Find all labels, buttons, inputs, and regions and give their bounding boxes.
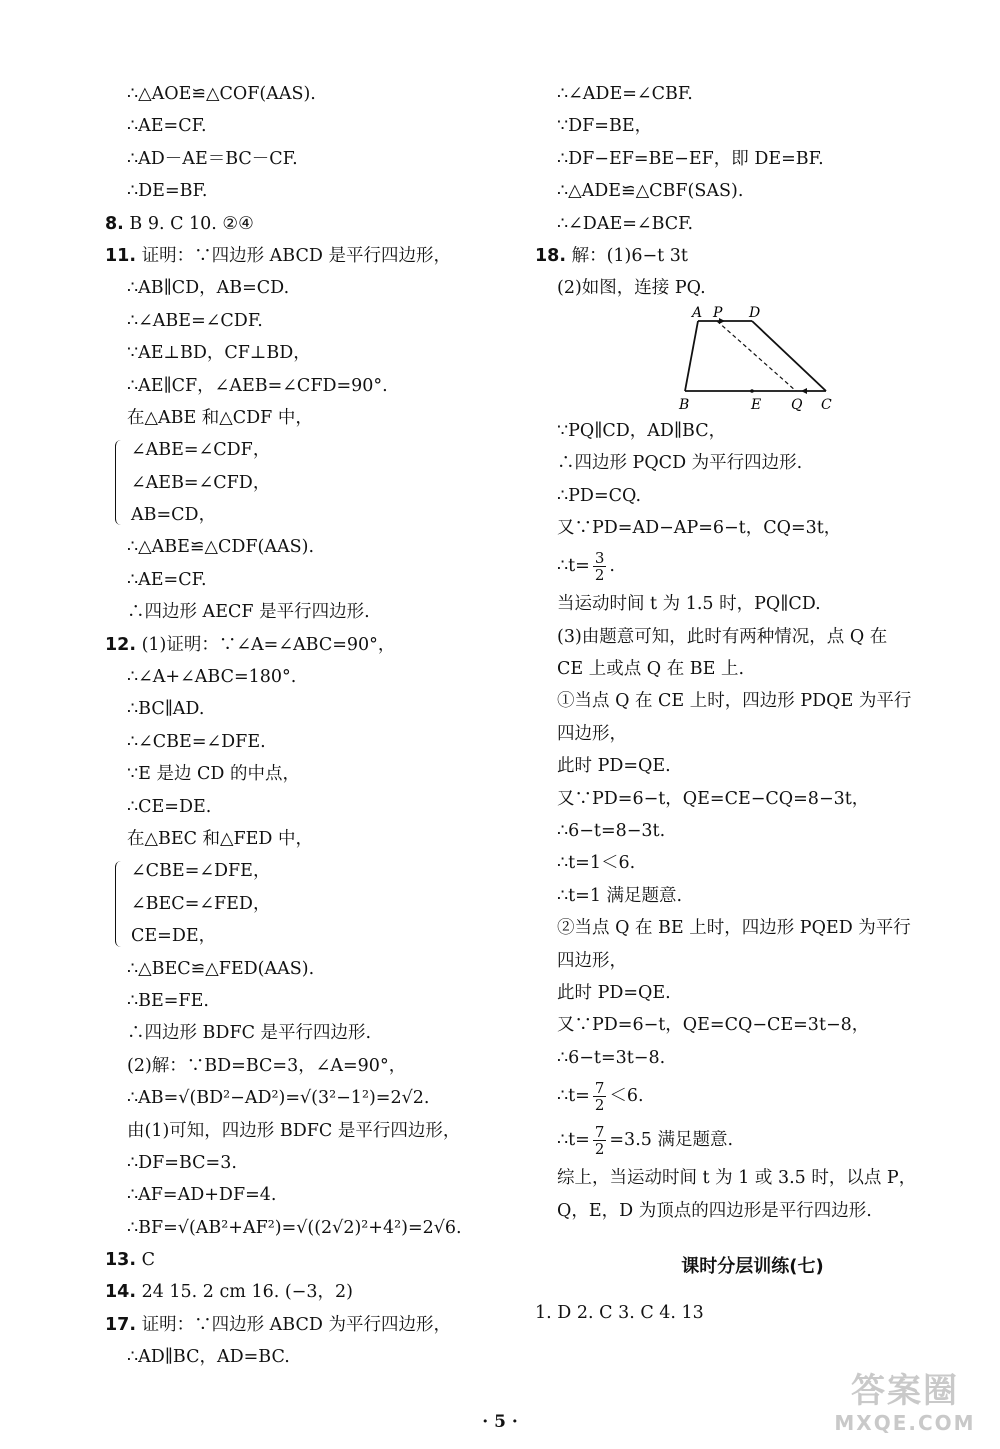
text-line (105, 1309, 505, 1341)
text-line (105, 985, 505, 1017)
text-line (105, 1212, 505, 1244)
text-line (105, 1341, 505, 1373)
text-line (535, 1162, 970, 1194)
line-text: ∴AE=CF. (127, 116, 207, 137)
text-line (535, 240, 970, 272)
text-line (535, 685, 970, 717)
line-text: ∴∠DAE=∠BCF. (557, 213, 694, 234)
text-line (105, 1050, 505, 1082)
text-line (535, 783, 970, 815)
line-text: (2)解：∵BD=BC=3，∠A=90°， (127, 1055, 407, 1076)
right-column (535, 78, 970, 1329)
line-text: ∴AE∥CF，∠AEB=∠CFD=90°. (127, 375, 388, 396)
line-text: ∴△ABE≌△CDF(AAS). (127, 537, 315, 558)
line-text: ∴四边形 BDFC 是平行四边形. (127, 1023, 372, 1044)
line-text: (1)证明：∵∠A=∠ABC=90°， (136, 634, 396, 655)
text-line (105, 758, 505, 790)
line-text: ∴AB∥CD，AB=CD. (127, 278, 290, 299)
line-text: ∴DE=BF. (127, 181, 208, 202)
text-line (535, 750, 970, 782)
line-text: ∴CE=DE. (127, 796, 212, 817)
text-line (105, 78, 505, 110)
line-text: C (136, 1250, 155, 1271)
fraction-line-3: ∴t= $\frac{7}{2}$ =3.5 满足题意. (557, 1123, 734, 1159)
text-line (105, 791, 505, 823)
text-line (535, 175, 970, 207)
text-line (105, 1244, 505, 1276)
text-line (535, 512, 970, 544)
text-line (535, 621, 970, 653)
line-text: 此时 PD=QE. (557, 982, 671, 1003)
text-line (105, 272, 505, 304)
text-line (535, 1195, 970, 1227)
line-text: 此时 PD=QE. (557, 756, 671, 777)
brace-line: ∠ABE=∠CDF， (131, 440, 271, 461)
text-line (535, 143, 970, 175)
line-text: ∴BE=FE. (127, 990, 209, 1011)
text-line (105, 1179, 505, 1211)
line-text: ∴DF−EF=BE−EF，即 DE=BF. (557, 148, 824, 169)
text-line (105, 1147, 505, 1179)
text-line (535, 272, 970, 304)
line-text: 由(1)可知，四边形 BDFC 是平行四边形， (127, 1120, 461, 1141)
line-text: ∴BF=√(AB²+AF²)=√((2√2)²+4²)=2√6. (127, 1217, 462, 1238)
line-text: 在△BEC 和△FED 中， (127, 828, 314, 849)
line-text: ∴∠ABE=∠CDF. (127, 310, 263, 331)
text-line (105, 110, 505, 142)
text-line (535, 718, 970, 750)
section-title: 课时分层训练(七) (681, 1255, 824, 1277)
fraction-line-2: ∴t= $\frac{7}{2}$ ＜6. (557, 1079, 644, 1115)
watermark-logo (830, 1371, 980, 1441)
trapezoid-figure (675, 305, 875, 415)
text-line (105, 240, 505, 272)
text-line (535, 447, 970, 479)
left-brace (115, 440, 126, 525)
line-text: ∴BC∥AD. (127, 699, 205, 720)
watermark-text: 答案圈 (851, 1371, 959, 1411)
text-line (105, 693, 505, 725)
page-number: · 5 · (482, 1412, 518, 1432)
line-text: ∴AD－AE＝BC－CF. (127, 148, 298, 169)
line-text: (2)如图，连接 PQ. (557, 278, 706, 299)
brace-system (105, 434, 505, 531)
question-number: 8. (105, 213, 124, 234)
label-A: A (692, 304, 703, 321)
label-P: P (713, 304, 723, 321)
text-line (105, 402, 505, 434)
line-text: ∴AE=CF. (127, 569, 207, 590)
text-line (105, 1276, 505, 1308)
question-number: 11. (105, 245, 137, 266)
line-text: 证明：∵四边形 ABCD 是平行四边形， (136, 245, 451, 266)
text-line (535, 1009, 970, 1041)
text-line (535, 208, 970, 240)
answers-line: 1. D 2. C 3. C 4. 13 (535, 1302, 704, 1323)
text-line (105, 953, 505, 985)
text-line (535, 815, 970, 847)
line-text: ∵AE⊥BD，CF⊥BD， (127, 343, 311, 364)
line-text: 四边形， (557, 723, 627, 744)
line-text: ①当点 Q 在 CE 上时，四边形 PDQE 为平行 (557, 691, 912, 712)
text-line (535, 480, 970, 512)
text-line (105, 661, 505, 693)
line-text: ∴四边形 PQCD 为平行四边形. (557, 453, 803, 474)
label-Q: Q (791, 396, 803, 413)
line-text: 又∵PD=6−t，QE=CQ−CE=3t−8， (557, 1015, 870, 1036)
brace-line: CE=DE， (131, 926, 217, 947)
watermark-url: MXQE.COM (834, 1411, 976, 1435)
left-brace (115, 861, 126, 946)
line-text: 解：(1)6−t 3t (566, 245, 688, 266)
text-line (535, 588, 970, 620)
left-column (105, 78, 505, 1374)
text-line (105, 564, 505, 596)
brace-line: ∠AEB=∠CFD， (131, 472, 271, 493)
line-text: B 9. C 10. ②④ (123, 213, 254, 234)
line-text: 综上，当运动时间 t 为 1 或 3.5 时，以点 P， (557, 1168, 917, 1189)
line-text: ∴6−t=8−3t. (557, 821, 666, 842)
question-number: 18. (535, 245, 567, 266)
line-text: ∴△BEC≌△FED(AAS). (127, 958, 315, 979)
text-line (105, 726, 505, 758)
brace-line: ∠BEC=∠FED， (131, 893, 271, 914)
line-text: Q，E，D 为顶点的四边形是平行四边形. (557, 1200, 872, 1221)
line-text: ∵PQ∥CD，AD∥BC， (557, 420, 727, 441)
question-number: 14. (105, 1282, 137, 1303)
text-line (105, 175, 505, 207)
text-line (535, 912, 970, 944)
text-line (535, 880, 970, 912)
text-line (535, 78, 970, 110)
line-text: 当运动时间 t 为 1.5 时，PQ∥CD. (557, 594, 821, 615)
line-text: ∴PD=CQ. (557, 485, 642, 506)
line-text: ∴AD∥BC，AD=BC. (127, 1347, 290, 1368)
fraction-line-1: ∴t= $\frac{3}{2}$ . (557, 549, 615, 585)
text-line (535, 415, 970, 447)
line-text: ②当点 Q 在 BE 上时，四边形 PQED 为平行 (557, 918, 911, 939)
text-line (535, 977, 970, 1009)
line-text: CE 上或点 Q 在 BE 上. (557, 659, 745, 680)
question-number: 17. (105, 1314, 137, 1335)
trapezoid-diagram (535, 305, 970, 415)
line-text: 又∵PD=AD−AP=6−t，CQ=3t， (557, 517, 842, 538)
text-line (105, 143, 505, 175)
line-text: ∴∠A+∠ABC=180°. (127, 667, 297, 688)
line-text: ∵E 是边 CD 的中点， (127, 764, 301, 785)
line-text: ∴t=1 满足题意. (557, 885, 683, 906)
brace-system (105, 855, 505, 952)
line-text: ∴AF=AD+DF=4. (127, 1185, 277, 1206)
question-number: 12. (105, 634, 137, 655)
text-line (105, 1115, 505, 1147)
text-line (105, 1082, 505, 1114)
question-number: 13. (105, 1250, 137, 1271)
line-text: ∴∠ADE=∠CBF. (557, 84, 693, 104)
text-line (105, 1017, 505, 1049)
line-text: ∴AB=√(BD²−AD²)=√(3²−1²)=2√2. (127, 1088, 430, 1109)
text-line (535, 653, 970, 685)
line-text: ∴t=1＜6. (557, 853, 636, 874)
text-line (105, 629, 505, 661)
text-line (105, 531, 505, 563)
line-text: 在△ABE 和△CDF 中， (127, 407, 313, 428)
text-line (105, 370, 505, 402)
text-line (535, 847, 970, 879)
line-text: 证明：∵四边形 ABCD 为平行四边形， (136, 1314, 451, 1335)
line-text: ∵DF=BE， (557, 116, 653, 137)
line-text: ∴6−t=3t−8. (557, 1047, 666, 1068)
line-text: 又∵PD=6−t，QE=CE−CQ=8−3t， (557, 788, 870, 809)
text-line (105, 823, 505, 855)
label-C: C (821, 396, 832, 413)
text-line (535, 110, 970, 142)
line-text: ∴四边形 AECF 是平行四边形. (127, 602, 370, 623)
label-B: B (679, 396, 690, 413)
brace-line: AB=CD， (131, 505, 217, 526)
text-line (105, 305, 505, 337)
line-text: ∴DF=BC=3. (127, 1152, 237, 1173)
brace-line: ∠CBE=∠DFE， (131, 861, 271, 882)
line-text: ∴△ADE≌△CBF(SAS). (557, 181, 744, 202)
text-line (105, 337, 505, 369)
line-text: 四边形， (557, 950, 627, 971)
line-text: ∴△AOE≌△COF(AAS). (127, 84, 316, 104)
text-line (105, 208, 505, 240)
line-text: ∴∠CBE=∠DFE. (127, 731, 266, 752)
text-line (105, 596, 505, 628)
line-text: 24 15. 2 cm 16. (−3，2) (136, 1282, 353, 1303)
text-line (535, 1042, 970, 1074)
text-line (535, 945, 970, 977)
label-E: E (751, 396, 762, 413)
label-D: D (749, 304, 761, 321)
line-text: (3)由题意可知，此时有两种情况，点 Q 在 (557, 626, 888, 647)
